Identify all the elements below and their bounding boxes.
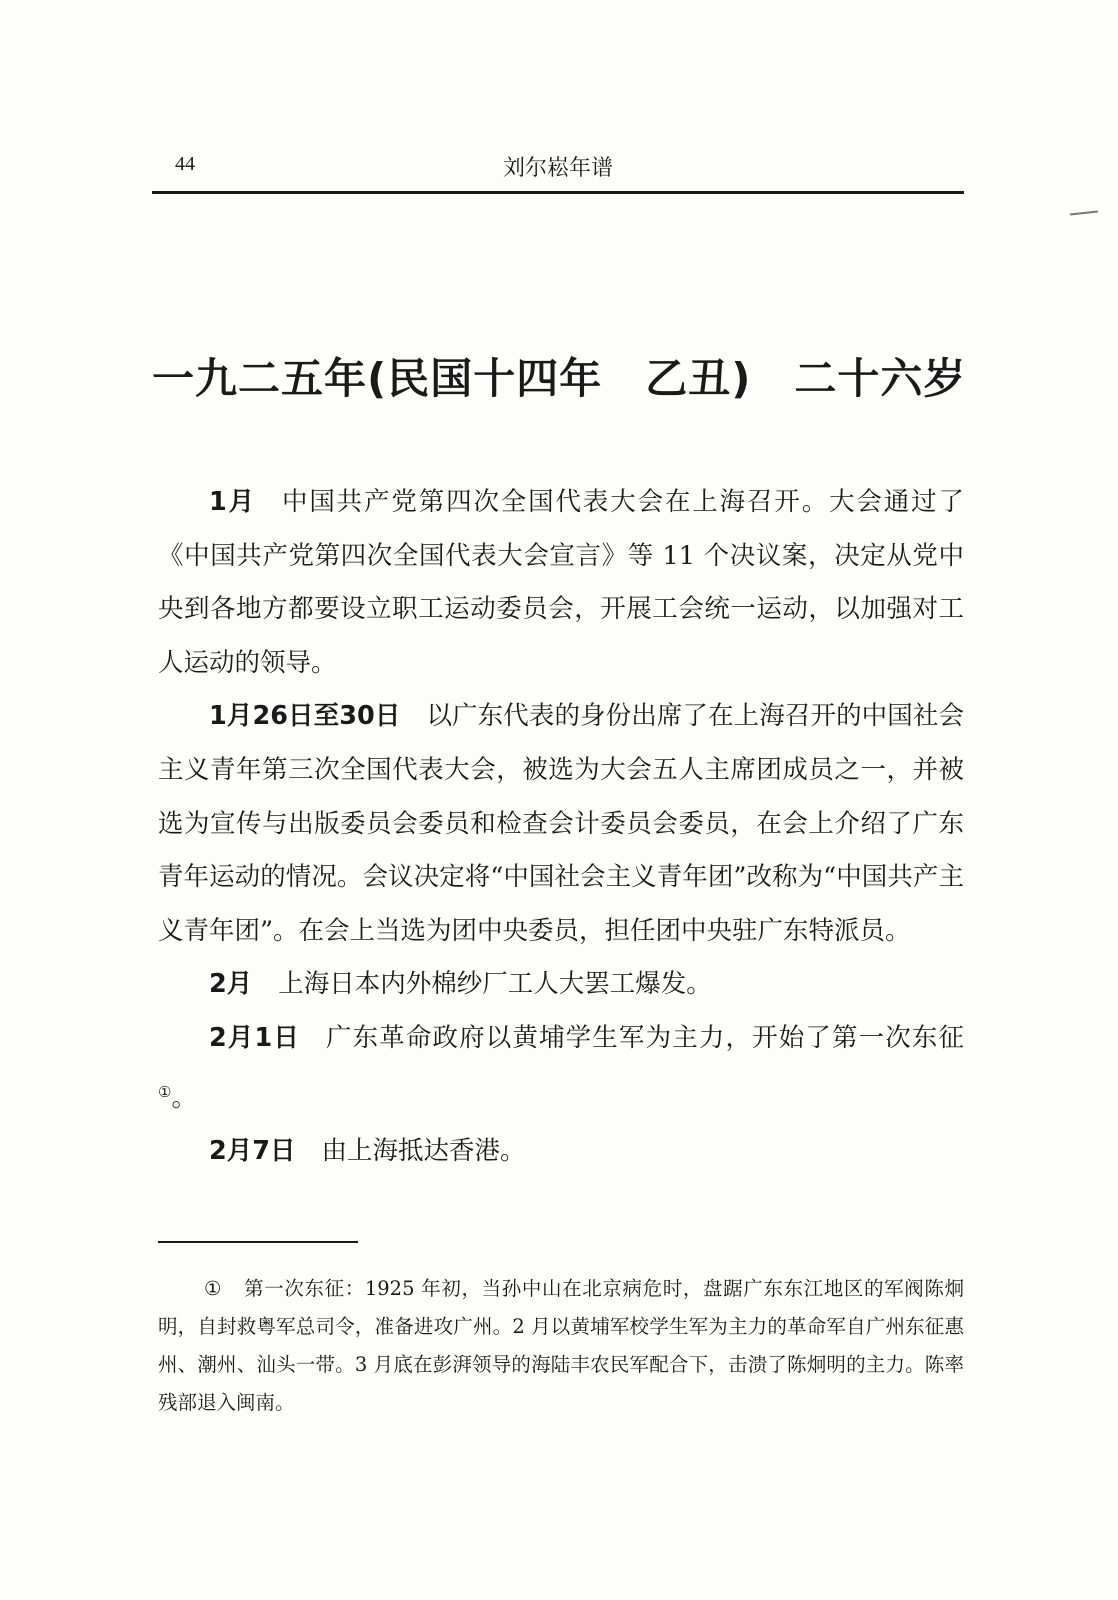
entry-text-end: 。 bbox=[171, 1082, 197, 1113]
entry-text: 以广东代表的身份出席了在上海召开的中国社会主义青年第三次全国代表大会，被选为大会五人主席团成员之一，并被选为宣传与出版委员会委员和检查会计委员会委员，在会上介绍了广东青年运动的情况。会议决定将“中国社会主义青年团”改称为“中国共产主义青年团”。在会上当选为团中央委员，担任团中央驻广东特派员。 bbox=[158, 701, 964, 946]
footnote-text: 第一次东征：1925 年初，当孙中山在北京病危时，盘踞广东东江地区的军阀陈炯明，自封救粤军总司令，准备进攻广州。2 月以黄埔军校学生军为主力的革命军自广州东征惠州、潮州、汕头一带。3 月底在彭湃领导的海陆丰农民军配合下，击溃了陈炯明的主力。陈率残部退入闽南。 bbox=[158, 1277, 964, 1414]
entry-date: 1月 bbox=[209, 487, 256, 517]
running-header bbox=[152, 145, 964, 193]
entry-date: 2月1日 bbox=[209, 1022, 301, 1053]
chapter-heading: 一九二五年(民国十四年 乙丑) 二十六岁 bbox=[152, 354, 967, 404]
footnote bbox=[158, 1270, 964, 1422]
running-title: 刘尔崧年谱 bbox=[502, 156, 613, 181]
chronology-entries bbox=[158, 476, 964, 1179]
entry-1925-02 bbox=[158, 958, 964, 1012]
entry-1925-01 bbox=[158, 476, 964, 690]
entry-date: 2月 bbox=[209, 969, 253, 1000]
page-number: 44 bbox=[175, 153, 195, 175]
entry-date: 2月7日 bbox=[209, 1136, 296, 1167]
entry-text: 广东革命政府以黄埔学生军为主力，开始了第一次东征 bbox=[326, 1022, 964, 1053]
footnote-reference[interactable]: ① bbox=[158, 1082, 172, 1101]
entry-1925-02-07 bbox=[158, 1125, 964, 1179]
footnote-rule bbox=[158, 1241, 358, 1243]
entry-text: 上海日本内外棉纱厂工人大罢工爆发。 bbox=[278, 969, 712, 1000]
entry-text: 由上海抵达香港。 bbox=[321, 1136, 526, 1167]
entry-date: 1月26日至30日 bbox=[209, 701, 401, 732]
scan-mark bbox=[1070, 211, 1098, 216]
footnote-marker: ① bbox=[204, 1277, 223, 1300]
entry-text: 中国共产党第四次全国代表大会在上海召开。大会通过了《中国共产党第四次全国代表大会宣言》等 11 个决议案，决定从党中央到各地方都要设立职工运动委员会，开展工会统一运动，以加强对工人运动的领导。 bbox=[158, 487, 964, 678]
footnotes bbox=[158, 1270, 964, 1422]
header-rule bbox=[152, 191, 964, 194]
entry-1925-02-01 bbox=[158, 1012, 964, 1125]
entry-1925-01-26 bbox=[158, 690, 964, 958]
